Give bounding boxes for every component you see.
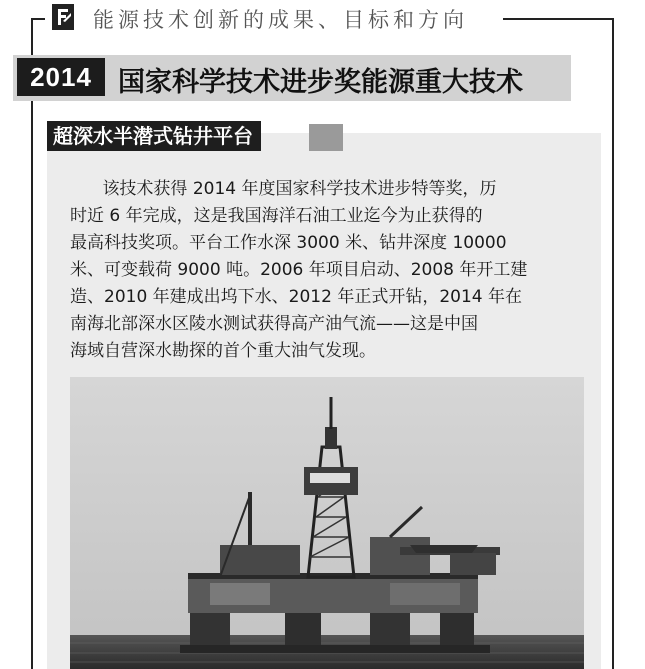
semi-submersible-drilling-platform-photo: [70, 377, 584, 669]
page-title: 国家科学技术进步奖能源重大技术: [118, 67, 523, 98]
article-paragraph: 该技术获得 2014 年度国家科学技术进步特等奖，历 时近 6 年完成，这是我国海洋石油工业迄今为止获得的 最高科技奖项。平台工作水深 3000 米、钻井深度 10000 米、可变载荷 9000 吨。2006 年项目启动、2008 年开工建 造、2010 年建成出坞下水、2012 年正式开钻，2014 年在 南海北部深水区陵水测试获得高产油气流——这是中国 海域自营深水勘探的首个重大油气发现。: [70, 179, 528, 361]
subtitle-shadow: [309, 124, 343, 151]
section-heading: 能源技术创新的成果、目标和方向: [93, 8, 468, 32]
year-badge: 2014: [17, 58, 105, 96]
article-subtitle: 超深水半潜式钻井平台: [47, 121, 261, 151]
energy-logo-icon: [48, 3, 78, 31]
